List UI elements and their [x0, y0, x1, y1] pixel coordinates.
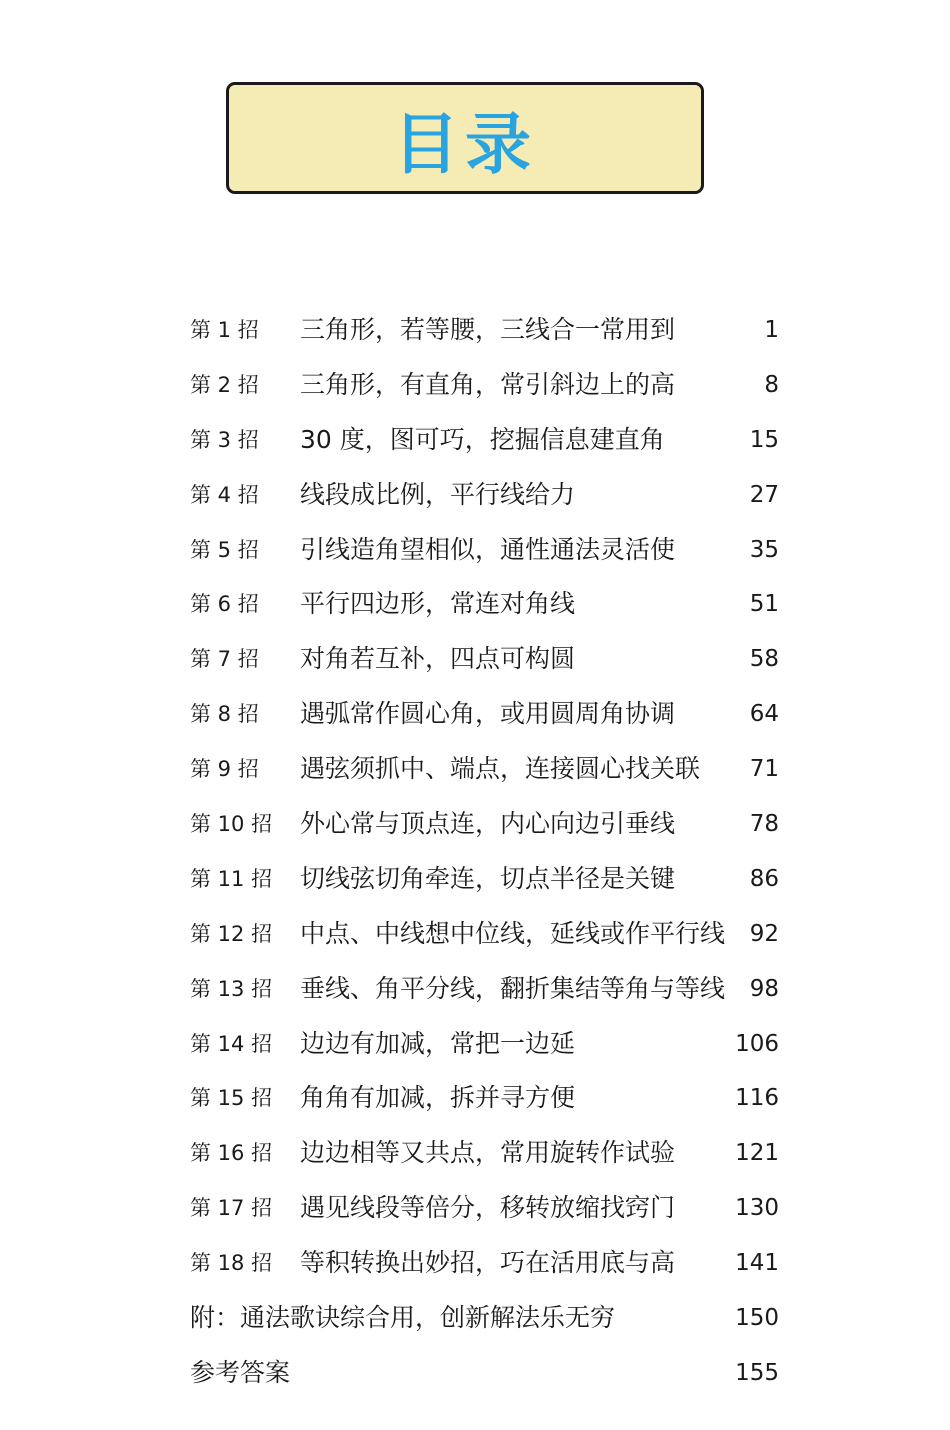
- toc-entry-18[interactable]: [0, 1236, 950, 1291]
- toc-entry-17[interactable]: [0, 1181, 950, 1236]
- chapter-number: 第 8 招: [190, 702, 259, 727]
- toc-entry-5[interactable]: [0, 523, 950, 578]
- chapter-number: 第 2 招: [190, 372, 259, 397]
- chapter-title: 30 度，图可巧，挖掘信息建直角: [300, 424, 665, 454]
- chapter-title: 对角若互补，四点可构圆: [300, 644, 576, 674]
- toc-entry-15[interactable]: [0, 1071, 950, 1126]
- toc-entry-4[interactable]: [0, 468, 950, 523]
- page-number: 150: [735, 1305, 779, 1332]
- chapter-number: 第 16 招: [190, 1141, 273, 1166]
- page-number: 92: [749, 920, 779, 947]
- chapter-number: 第 4 招: [190, 482, 259, 507]
- chapter-title: 平行四边形，常连对角线: [300, 589, 576, 619]
- chapter-title: 垂线、角平分线，翻折集结等角与等线: [300, 973, 726, 1003]
- appendix-title: 附：通法歌诀综合用，创新解法乐无穷: [190, 1303, 616, 1333]
- chapter-number: 第 10 招: [190, 812, 273, 837]
- chapter-number: 第 12 招: [190, 921, 273, 946]
- chapter-number: 第 1 招: [190, 318, 259, 342]
- page-number: 1: [764, 317, 779, 343]
- chapter-title: 边边有加减，常把一边延: [300, 1028, 576, 1058]
- toc-entry-11[interactable]: [0, 852, 950, 907]
- toc-entry-14[interactable]: [0, 1017, 950, 1072]
- chapter-number: 第 7 招: [190, 647, 259, 672]
- chapter-number: 第 18 招: [190, 1251, 273, 1276]
- chapter-number: 第 9 招: [190, 757, 259, 782]
- page-number: 64: [749, 701, 779, 728]
- toc-entry-8[interactable]: [0, 687, 950, 742]
- chapter-title: 外心常与顶点连，内心向边引垂线: [300, 809, 676, 839]
- chapter-title: 中点、中线想中位线，延线或作平行线: [300, 918, 726, 948]
- page-number: 27: [749, 481, 779, 508]
- page-number: 51: [749, 591, 779, 618]
- chapter-number: 第 13 招: [190, 976, 273, 1001]
- chapter-number: 第 17 招: [190, 1196, 273, 1221]
- chapter-title: 线段成比例，平行线给力: [300, 479, 576, 509]
- chapter-title: 角角有加减，拆并寻方便: [300, 1083, 576, 1113]
- page-number: 15: [749, 426, 779, 453]
- toc-entry-3[interactable]: [0, 413, 950, 468]
- toc-entry-6[interactable]: [0, 577, 950, 632]
- table-of-contents: [0, 303, 950, 1401]
- chapter-title: 切线弦切角牵连，切点半径是关键: [300, 863, 676, 893]
- chapter-number: 第 11 招: [190, 866, 273, 891]
- page-number: 71: [749, 756, 779, 783]
- chapter-title: 遇见线段等倍分，移转放缩找窍门: [300, 1193, 676, 1223]
- chapter-title: 引线造角望相似，通性通法灵活使: [300, 534, 676, 564]
- page-number: 130: [735, 1195, 779, 1222]
- chapter-title: 三角形，若等腰，三线合一常用到: [300, 315, 676, 344]
- chapter-title: 遇弦须抓中、端点，连接圆心找关联: [300, 754, 701, 784]
- page-number: 98: [749, 975, 779, 1002]
- page-number: 155: [735, 1359, 779, 1386]
- chapter-number: 第 15 招: [190, 1086, 273, 1111]
- toc-entry-13[interactable]: [0, 962, 950, 1017]
- chapter-number: 第 14 招: [190, 1031, 273, 1056]
- chapter-number: 第 3 招: [190, 427, 259, 452]
- toc-entry-16[interactable]: [0, 1126, 950, 1181]
- page-number: 78: [749, 811, 779, 838]
- toc-entry-9[interactable]: [0, 742, 950, 797]
- chapter-title: 等积转换出妙招，巧在活用底与高: [300, 1248, 676, 1278]
- answers-title: 参考答案: [190, 1357, 291, 1387]
- toc-entry-1[interactable]: [0, 303, 950, 358]
- page-number: 35: [749, 536, 779, 563]
- page-number: 106: [735, 1030, 779, 1057]
- page-number: 58: [749, 646, 779, 673]
- chapter-title: 三角形，有直角，常引斜边上的高: [300, 369, 676, 399]
- chapter-number: 第 5 招: [190, 537, 259, 562]
- toc-entry-12[interactable]: [0, 907, 950, 962]
- chapter-number: 第 6 招: [190, 592, 259, 617]
- toc-entry-7[interactable]: [0, 632, 950, 687]
- toc-entry-10[interactable]: [0, 797, 950, 852]
- title-box: [226, 82, 704, 194]
- page-number: 116: [735, 1085, 779, 1112]
- page-number: 141: [735, 1250, 779, 1277]
- toc-entry-answers[interactable]: [0, 1346, 950, 1401]
- toc-entry-appendix[interactable]: [0, 1291, 950, 1346]
- page-title: 目录: [393, 105, 537, 183]
- page-number: 86: [749, 865, 779, 892]
- chapter-title: 遇弧常作圆心角，或用圆周角协调: [300, 699, 676, 729]
- page-number: 121: [735, 1140, 779, 1167]
- page-number: 8: [764, 371, 779, 398]
- chapter-title: 边边相等又共点，常用旋转作试验: [300, 1138, 676, 1168]
- toc-entry-2[interactable]: [0, 358, 950, 413]
